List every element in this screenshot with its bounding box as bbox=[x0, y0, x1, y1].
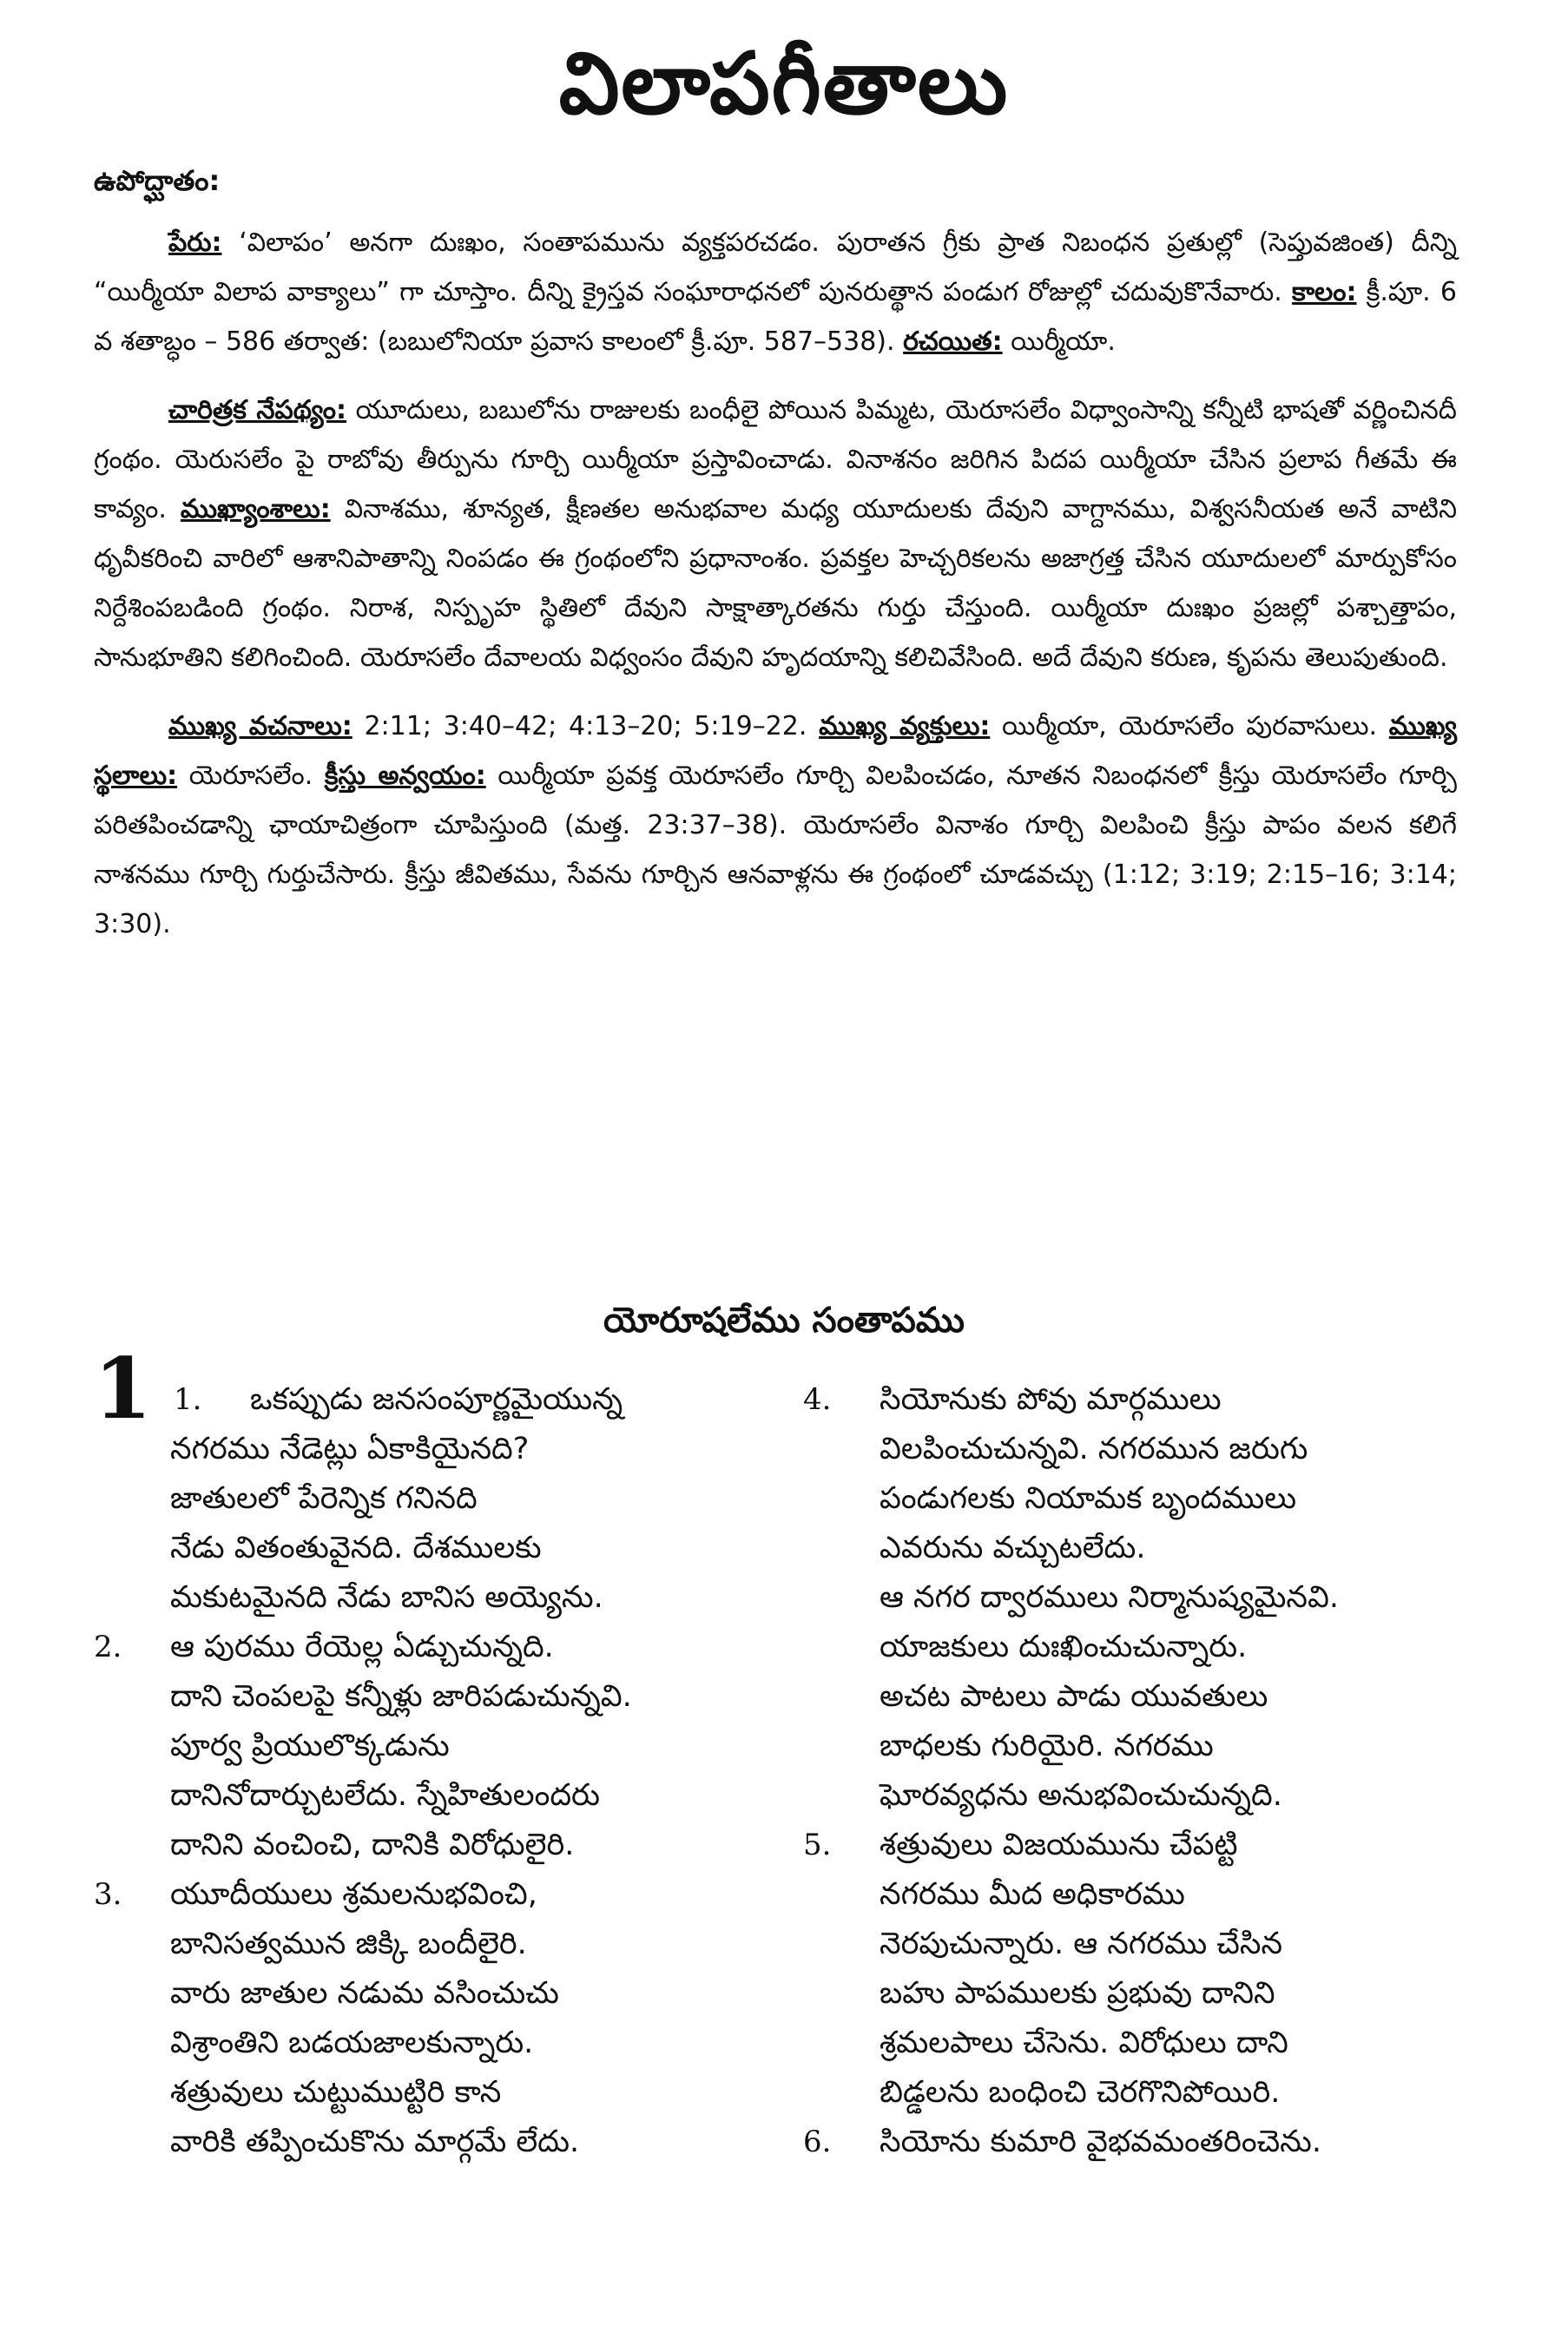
verse-number: 2. bbox=[94, 1630, 122, 1664]
verse-line: దానిని వంచించి, దానికి విరోధులైరి. bbox=[170, 1828, 575, 1862]
themes-text: వినాశము, శూన్యత, క్షీణతల అనుభవాల మధ్య యూదులకు దేవుని వాగ్దానము, విశ్వసనీయత అనే వాటిని ధృవీకరించి వారిలో ఆశానిపాతాన్ని నింపడం ఈ గ్రంథంలోని ప్రధానాంశం. ప్రవక్తల హెచ్చరికలను అజాగ్రత్త చేసిన యూదులలో మార్పుకోసం నిర్దేశింపబడింది గ్రంథం. నిరాశ, నిస్పృహ స్థితిలో దేవుని సాక్షాత్కారతను గుర్తు చేస్తుంది. యిర్మీయా దుఃఖం ప్రజల్లో పశ్చాత్తాపం, సానుభూతిని కలిగించింది. యెరూసలేం దేవాలయ విధ్వంసం దేవుని హృదయాన్ని కలిచివేసింది. అదే దేవుని కరుణ, కృపను తెలుపుతుంది. bbox=[94, 494, 1457, 673]
introduction bbox=[94, 156, 1457, 968]
verse-line: విశ్రాంతిని బడయజాలకున్నారు. bbox=[170, 2026, 534, 2060]
verse-line: శ్రమలపాలు చేసెను. విరోధులు దాని bbox=[880, 2026, 1288, 2060]
key-places-label: ముఖ్య స్థలాలు: bbox=[94, 711, 1457, 791]
verse-line: పండుగలకు నియామక బృందములు bbox=[880, 1481, 1297, 1516]
christ-application-label: క్రీస్తు అన్వయం: bbox=[324, 761, 486, 791]
verse-line: శత్రువులు విజయమును చేపట్టి bbox=[880, 1828, 1238, 1862]
key-places-text: యెరూసలేం. bbox=[177, 761, 325, 791]
verse-line: ఘోరవ్యధను అనుభవించుచున్నది. bbox=[880, 1778, 1282, 1813]
key-verses-label: ముఖ్య వచనాలు: bbox=[168, 711, 352, 741]
verse bbox=[94, 1375, 762, 1425]
verse-number: 5. bbox=[803, 1828, 832, 1862]
time-text: క్రీ.పూ. 6 వ శతాబ్ధం – 586 తర్వాత: (బబులోనియా ప్రవాస కాలంలో క్రీ.పూ. 587–538). bbox=[94, 277, 1457, 357]
verse-text bbox=[170, 1870, 762, 2167]
verse-line: బహు పాపములకు ప్రభువు దానిని bbox=[880, 1976, 1275, 2011]
background-label: చారిత్రక నేపథ్యం: bbox=[168, 395, 347, 425]
verse-line: బిడ్డలను బంధించి చెరగొనిపోయిరి. bbox=[880, 2075, 1281, 2110]
verse-line: అచట పాటలు పాడు యువతులు bbox=[880, 1679, 1268, 1714]
verse-line: బానిసత్వమున జిక్కి బందీలైరి. bbox=[170, 1927, 527, 1961]
verse-column-right bbox=[803, 1375, 1480, 2167]
verse-number: 6. bbox=[803, 2125, 832, 2159]
intro-heading: ఉపోద్ఘాతం: bbox=[94, 164, 221, 197]
chapter-number: 1 bbox=[94, 1340, 152, 1438]
verse bbox=[94, 1870, 762, 2167]
verse-line: ఆ పురము రేయెల్ల ఏడ్చుచున్నది. bbox=[170, 1630, 554, 1664]
verse bbox=[803, 2118, 1480, 2167]
verse-line: దానినోదార్చుటలేదు. స్నేహితులందరు bbox=[170, 1778, 600, 1813]
verse-number: 4. bbox=[803, 1382, 832, 1417]
verse-line: దాని చెంపలపై కన్నీళ్లు జారిపడుచున్నవి. bbox=[170, 1679, 632, 1714]
book-title: విలాపగీతాలు bbox=[558, 35, 1010, 134]
verse-line: పూర్వ ప్రియులొక్కడును bbox=[170, 1729, 450, 1763]
verse-line: యాజకులు దుఃఖించుచున్నారు. bbox=[880, 1630, 1248, 1664]
verse-line: యూదీయులు శ్రమలనుభవించి, bbox=[170, 1877, 537, 1912]
verse-line: సియోను కుమారి వైభవమంతరించెను. bbox=[880, 2125, 1321, 2159]
verse-line: శత్రువులు చుట్టుముట్టిరి కాన bbox=[170, 2075, 502, 2110]
verse bbox=[803, 1375, 1480, 1821]
verse-line: సియోనుకు పోవు మార్గములు bbox=[880, 1382, 1222, 1417]
verse-text bbox=[170, 1623, 762, 1870]
verse bbox=[94, 1623, 762, 1870]
verse-text bbox=[880, 2118, 1480, 2167]
name-label: పేరు: bbox=[168, 227, 222, 258]
author-text: యిర్మీయా. bbox=[1002, 326, 1116, 357]
verse-text bbox=[250, 1375, 762, 1425]
verse-number: 1. bbox=[174, 1382, 202, 1417]
key-persons-label: ముఖ్య వ్యక్తులు: bbox=[819, 711, 991, 741]
verse-line: జాతులలో పేరెన్నిక గనినది bbox=[170, 1481, 478, 1516]
verse-line: విలపించుచున్నవి. నగరమున జరుగు bbox=[880, 1432, 1308, 1466]
intro-paragraph-background bbox=[94, 385, 1457, 682]
verse-line: వారికి తప్పించుకొను మార్గమే లేదు. bbox=[170, 2125, 580, 2159]
verse-line: నగరము మీద అధికారము bbox=[880, 1877, 1185, 1912]
verse-line: నగరము నేడెట్లు ఏకాకియైనది? bbox=[170, 1432, 530, 1466]
verse-text bbox=[880, 1375, 1480, 1821]
intro-paragraph-keys bbox=[94, 702, 1457, 949]
intro-paragraph-name bbox=[94, 218, 1457, 366]
verse-line: మకుటమైనది నేడు బానిస అయ్యెను. bbox=[170, 1580, 603, 1615]
verse-line: బాధలకు గురియైరి. నగరము bbox=[880, 1729, 1214, 1763]
verse-line: ఆ నగర ద్వారములు నిర్మానుష్యమైనవి. bbox=[880, 1580, 1340, 1615]
verse-continuation bbox=[94, 1425, 762, 1623]
verse-line: నెరపుచున్నారు. ఆ నగరము చేసిన bbox=[880, 1927, 1283, 1961]
name-text: ‘విలాపం’ అనగా దుఃఖం, సంతాపమును వ్యక్తపరచడం. పురాతన గ్రీకు ప్రాత నిబంధన ప్రతుల్లో (సెప్తువజింత) దీన్ని “యిర్మీయా విలాప వాక్యాలు” గా చూస్తాం. దీన్ని క్రైస్తవ సంఘారాధనలో పునరుత్థాన పండుగ రోజుల్లో చదువుకొనేవారు. bbox=[94, 227, 1457, 307]
section-title: యోరూషలేము సంతాపము bbox=[603, 1301, 965, 1341]
verse-number: 3. bbox=[94, 1877, 122, 1912]
verse-text bbox=[880, 1821, 1480, 2118]
verse-column-left bbox=[94, 1375, 762, 2167]
key-verses-text: 2:11; 3:40–42; 4:13–20; 5:19–22. bbox=[352, 711, 820, 741]
themes-label: ముఖ్యాంశాలు: bbox=[180, 494, 331, 524]
verse bbox=[803, 1821, 1480, 2118]
author-label: రచయిత: bbox=[903, 326, 1003, 357]
christ-application-text: యిర్మీయా ప్రవక్త యెరూసలేం గూర్చి విలపించడం, నూతన నిబంధనలో క్రీస్తు యెరూసలేం గూర్చి పరితపించడాన్ని ఛాయాచిత్రంగా చూపిస్తుంది (మత్త. 23:37–38). యెరూసలేం వినాశం గూర్చి విలపించి క్రీస్తు పాపం వలన కలిగే నాశనము గూర్చి గుర్తుచేసారు. క్రీస్తు జీవితము, సేవను గూర్చిన ఆనవాళ్లను ఈ గ్రంథంలో చూడవచ్చు (1:12; 3:19; 2:15–16; 3:14; 3:30). bbox=[94, 761, 1457, 939]
background-text: యూదులు, బబులోను రాజులకు బంధీలై పోయిన పిమ్మట, యెరూసలేం విధ్వాంసాన్ని కన్నీటి భాషతో వర్ణించినదీ గ్రంథం. యెరుసలేం పై రాబోవు తీర్పును గూర్చి యిర్మీయా ప్రస్తావించాడు. వినాశనం జరిగిన పిదప యిర్మీయా చేసిన ప్రలాప గీతమే ఈ కావ్యం. bbox=[94, 395, 1457, 524]
key-persons-text: యిర్మీయా, యెరూసలేం పురవాసులు. bbox=[990, 711, 1389, 741]
verse-line: వారు జాతుల నడుమ వసించుచు bbox=[170, 1976, 559, 2011]
verse-line: ఎవరును వచ్చుటలేదు. bbox=[880, 1531, 1146, 1565]
verse-line: ఒకప్పుడు జనసంపూర్ణమైయున్న bbox=[250, 1382, 623, 1417]
verse-line: నేడు వితంతువైనది. దేశములకు bbox=[170, 1531, 542, 1565]
time-label: కాలం: bbox=[1292, 277, 1357, 307]
